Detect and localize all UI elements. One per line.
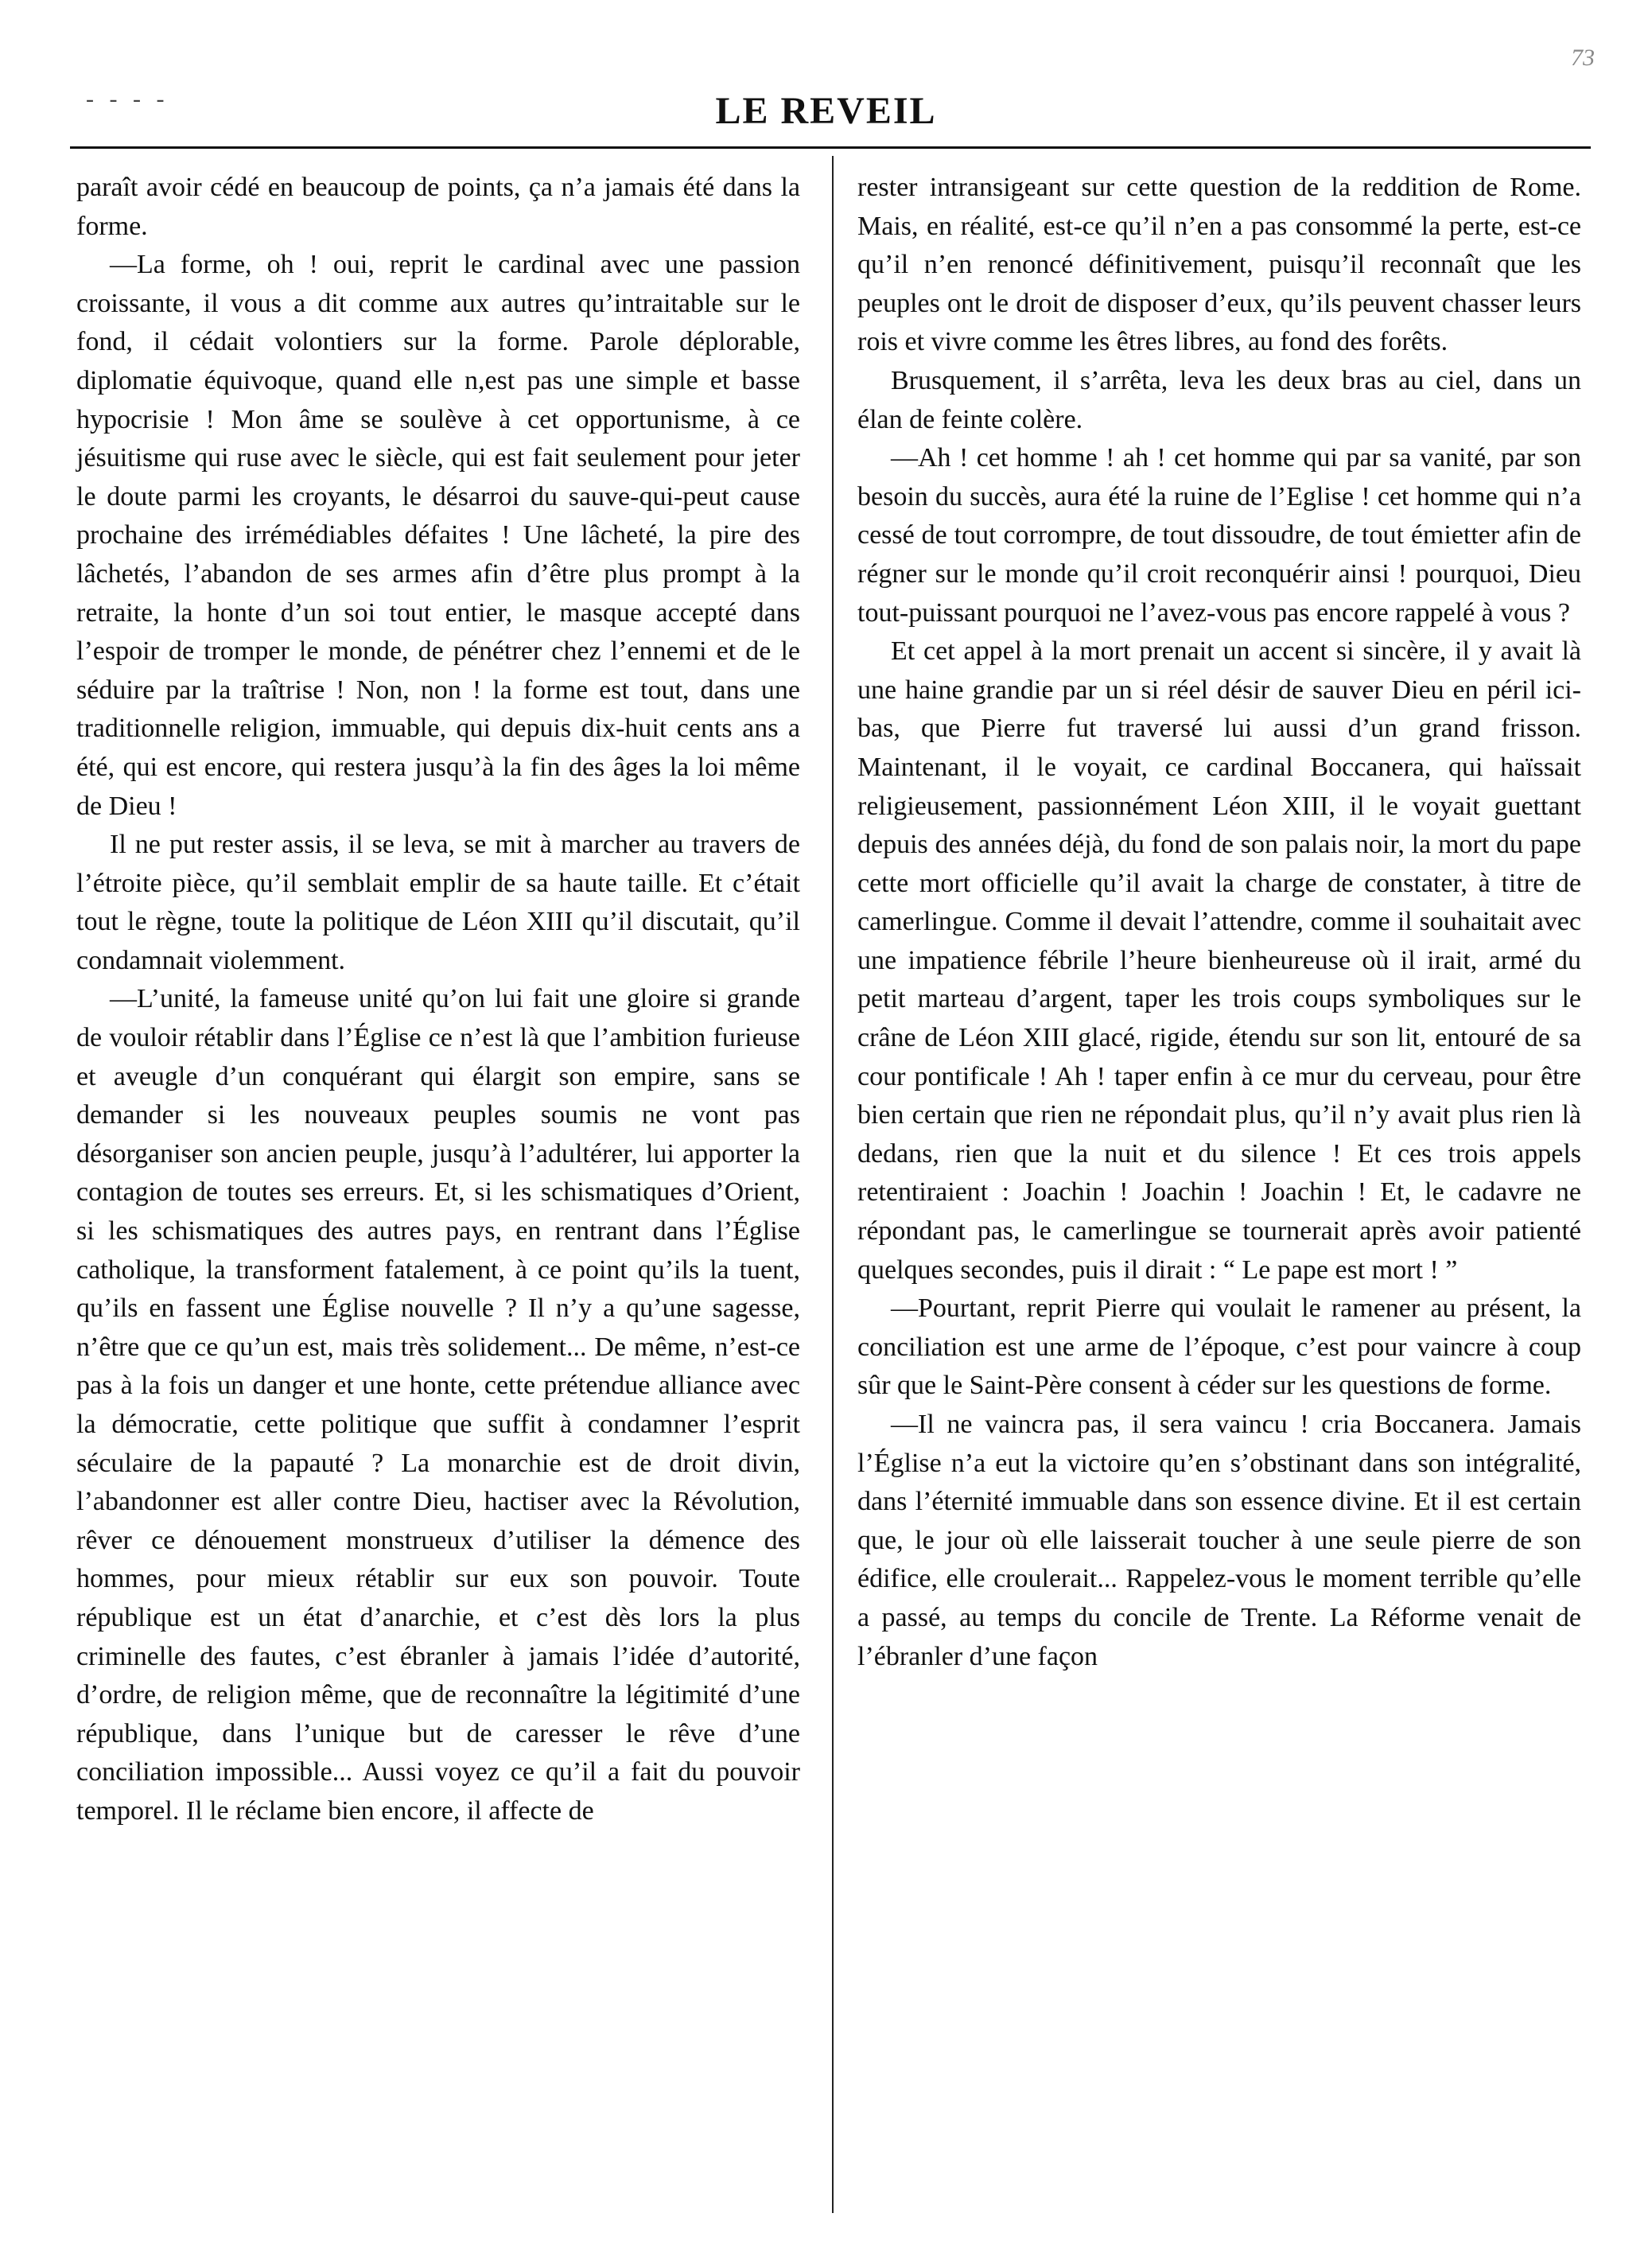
- paragraph: Brusquement, il s’arrêta, leva les deux bras au ciel, dans un élan de feinte colère.: [857, 365, 1581, 434]
- paragraph: rester intransigeant sur cette question de la reddition de Rome. Mais, en réalité, est-ce qu’il n’en a pas consommé la perte, est-ce qu’il n’en renoncé définitivement, puisqu’il reconnaît que les peuples ont le droit de disposer d’eux, qu’ils peuvent chasser leurs rois et vivre comme les êtres libres, au fond des forêts.: [857, 173, 1581, 357]
- page-title: LE REVEIL: [715, 90, 937, 132]
- left-column: [76, 169, 800, 1831]
- paragraph: —Pourtant, reprit Pierre qui voulait le ramener au présent, la conciliation est une arme de l’époque, c’est pour vaincre à coup sûr que le Saint-Père consent à céder sur les questions de forme.: [857, 1293, 1581, 1401]
- paragraph: Et cet appel à la mort prenait un accent si sincère, il y avait là une haine grandie par un si réel désir de sauver Dieu en péril ici-bas, que Pierre fut traversé lui aussi d’un grand frisson. Maintenant, il le voyait, ce cardinal Boccanera, qui haïssait religieusement, passionnément Léon XIII, il le voyait guettant depuis des années déjà, du fond de son palais noir, la mort du pape cette mort officielle qu’il avait la charge de constater, à titre de camerlingue. Comme il devait l’attendre, comme il souhaitait avec une impatience fébrile l’heure bienheureuse où il irait, armé du petit marteau d’argent, taper les trois coups symboliques sur le crâne de Léon XIII glacé, rigide, étendu sur son lit, entouré de sa cour pontificale ! Ah ! taper enfin à ce mur du cerveau, pour être bien certain que rien ne répondait plus, qu’il n’y avait plus rien là dedans, rien que la nuit et du silence ! Et ces trois appels retentiraient : Joachin ! Joachin ! Joachin ! Et, le cadavre ne répondant pas, le camerlingue se tournerait après avoir patienté quelques secondes, puis il dirait : “ Le pape est mort ! ”: [857, 636, 1581, 1285]
- paragraph: —L’unité, la fameuse unité qu’on lui fait une gloire si grande de vouloir rétablir dans l’Église ce n’est là que l’ambition furieuse et aveugle d’un conquérant qui élargit son empire, sans se demander si les nouveaux peuples soumis ne vont pas désorganiser son ancien peuple, jusqu’à l’adultérer, lui apporter la contagion de toutes ses erreurs. Et, si les schismatiques d’Orient, si les schismatiques des autres pays, en rentrant dans l’Église catholique, la transforment fatalement, à ce point qu’ils la tuent, qu’ils en fassent une Église nouvelle ? Il n’y a qu’une sagesse, n’être que ce qu’un est, mais très solidement... De même, n’est-ce pas à la fois un danger et une honte, cette prétendue alliance avec la démocratie, cette politique que suffit à condamner l’esprit séculaire de la papauté ? La monarchie est de droit divin, l’abandonner est aller contre Dieu, hactiser avec la Révolution, rêver ce dénouement monstrueux d’utiliser la démence des hommes, pour mieux rétablir sur eux son pouvoir. Toute république est un état d’anarchie, et c’est dès lors la plus criminelle des fautes, c’est ébranler à jamais l’idée d’autorité, d’ordre, de religion même, que de reconnaître la légitimité d’une république, dans l’unique but de caresser le rêve d’une conciliation impossible... Aussi voyez ce qu’il a fait du pouvoir temporel. Il le réclame bien encore, il affecte de: [76, 984, 800, 1826]
- paragraph: —Il ne vaincra pas, il sera vaincu ! cria Boccanera. Jamais l’Église n’a eut la victoire qu’en s’obstinant dans son intégralité, dans l’éternité immuable dans son essence divine. Et il est certain que, le jour où elle laisserait toucher à une seule pierre de son édifice, elle croulerait... Rappelez-vous le moment terrible qu’elle a passé, au temps du concile de Trente. La Réforme venait de l’ébranler d’une façon: [857, 1410, 1581, 1671]
- paragraph: —Ah ! cet homme ! ah ! cet homme qui par sa vanité, par son besoin du succès, aura été la ruine de l’Eglise ! cet homme qui n’a cessé de tout corrompre, de tout dissoudre, de tout émietter afin de régner sur le monde qu’il croit reconquérir ainsi ! pourquoi, Dieu tout-puissant pourquoi ne l’avez-vous pas encore rappelé à vous ?: [857, 443, 1581, 628]
- header-rule: [70, 146, 1591, 149]
- corner-marks: - - - -: [86, 86, 169, 112]
- paragraph: paraît avoir cédé en beaucoup de points, ça n’a jamais été dans la forme.: [76, 173, 800, 241]
- paragraph: —La forme, oh ! oui, reprit le cardinal avec une passion croissante, il vous a dit comme aux autres qu’intraitable sur le fond, il cédait volontiers sur la forme. Parole déplorable, diplomatie équivoque, quand elle n,est pas une simple et basse hypocrisie ! Mon âme se soulève à cet opportunisme, à ce jésuitisme qui ruse avec le siècle, qui est fait seulement pour jeter le doute parmi les croyants, le désarroi du sauve-qui-peut cause prochaine des irrémédiables défaites ! Une lâcheté, la pire des lâchetés, l’abandon de ses armes afin d’être plus prompt à la retraite, la honte d’un soi tout entier, le masque accepté dans l’espoir de tromper le monde, de pénétrer chez l’ennemi et de le séduire par la traîtrise ! Non, non ! la forme est tout, dans une traditionnelle religion, immuable, qui depuis dix-huit cents ans a été, qui est encore, qui restera jusqu’à la fin des âges la loi même de Dieu !: [76, 250, 800, 821]
- column-divider: [832, 156, 834, 2213]
- page-number: 73: [1571, 45, 1595, 71]
- paragraph: Il ne put rester assis, il se leva, se mit à marcher au travers de l’étroite pièce, qu’il semblait emplir de sa haute taille. Et c’était tout le règne, toute la politique de Léon XIII qu’il discutait, qu’il condamnait violemment.: [76, 830, 800, 975]
- right-column: [857, 169, 1581, 1676]
